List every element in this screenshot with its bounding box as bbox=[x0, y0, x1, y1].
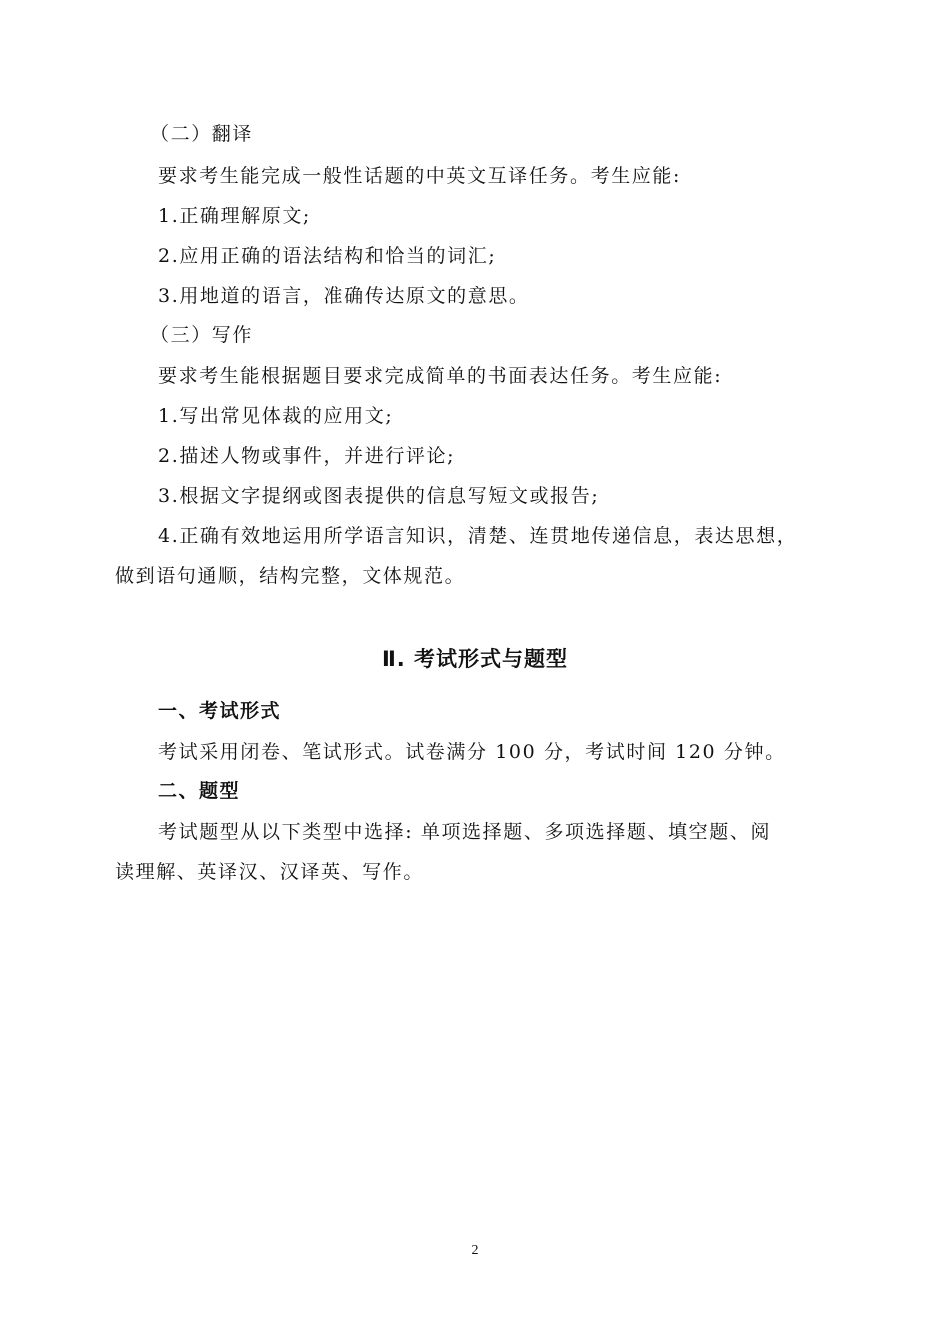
writing-item-4: 4.正确有效地运用所学语言知识，清楚、连贯地传递信息，表达思想， bbox=[158, 525, 798, 547]
writing-item-1: 1.写出常见体裁的应用文; bbox=[158, 405, 394, 427]
question-types-heading: 二、题型 bbox=[158, 780, 241, 802]
writing-heading: （三）写作 bbox=[150, 324, 254, 346]
translation-intro: 要求考生能完成一般性话题的中英文互译任务。考生应能: bbox=[158, 165, 682, 187]
writing-item-4-continued: 做到语句通顺，结构完整，文体规范。 bbox=[115, 565, 466, 587]
page-number: 2 bbox=[471, 1243, 479, 1258]
writing-item-3: 3.根据文字提纲或图表提供的信息写短文或报告; bbox=[158, 485, 600, 507]
exam-form-heading: 一、考试形式 bbox=[158, 700, 282, 722]
translation-item-1: 1.正确理解原文; bbox=[158, 205, 311, 227]
translation-heading: （二）翻译 bbox=[150, 123, 254, 145]
writing-intro: 要求考生能根据题目要求完成简单的书面表达任务。考生应能: bbox=[158, 365, 723, 387]
writing-item-2: 2.描述人物或事件，并进行评论; bbox=[158, 445, 456, 467]
question-types-text-line1: 考试题型从以下类型中选择: 单项选择题、多项选择题、填空题、阅 bbox=[158, 821, 772, 843]
exam-form-text: 考试采用闭卷、笔试形式。试卷满分 100 分，考试时间 120 分钟。 bbox=[158, 741, 786, 763]
section-title: Ⅱ. 考试形式与题型 bbox=[381, 647, 569, 671]
translation-item-2: 2.应用正确的语法结构和恰当的词汇; bbox=[158, 245, 497, 267]
question-types-text-line2: 读理解、英译汉、汉译英、写作。 bbox=[115, 861, 425, 883]
translation-item-3: 3.用地道的语言，准确传达原文的意思。 bbox=[158, 285, 530, 307]
